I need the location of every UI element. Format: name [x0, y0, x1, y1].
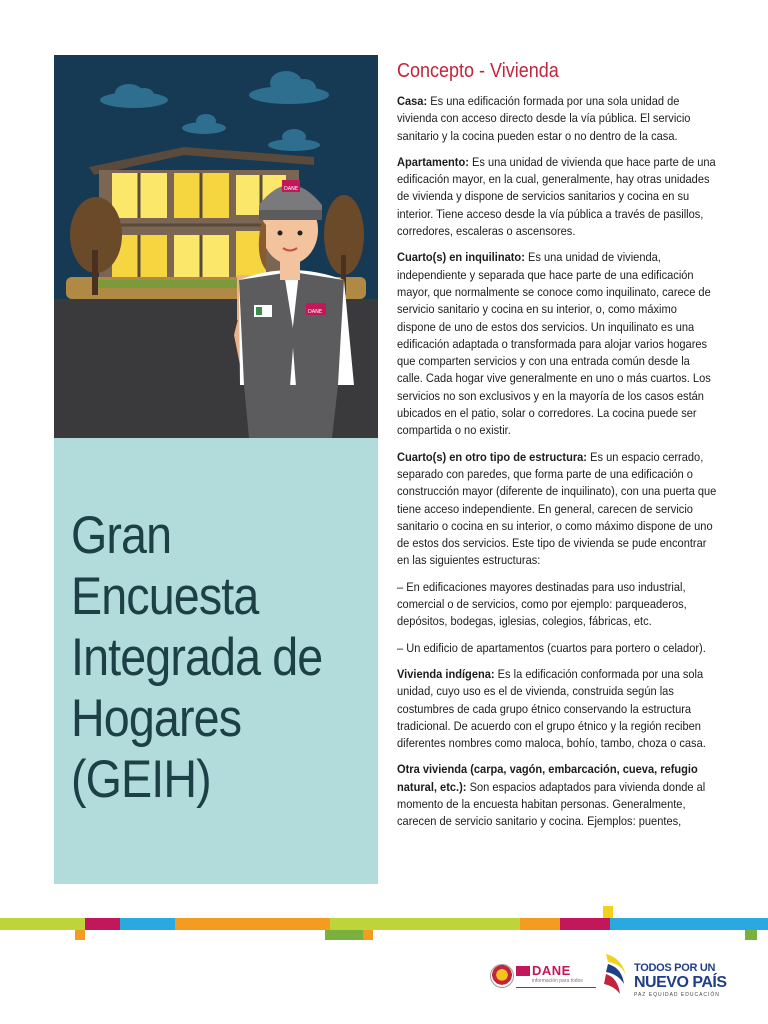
todos-por-un-nuevo-pais-logo: [600, 950, 730, 1005]
definition-text: Es una unidad de vivienda, independiente y separada que hace parte de una edificación mayor, que normalmente se conoce como inquilinato, carece de servicio sanitario y cocina en su interior, o, como máximo dispone de uno de estos dos servicios. Un inquilinato es una edificación adaptada o transformada para alojar varios hogares que comparten servicios y con una entrada común desde la calle. Cada hogar vive generalmente en uno o más cuartos. Los servicios no son exclusivos y en la mayoría de los casos están ubicados en el patio, solar o corredores. La cocina puede ser compartida o no existir.: [397, 250, 711, 438]
definition-cuarto-inquilinato: [397, 249, 717, 439]
cover-title-line-4: Hogares: [71, 689, 242, 748]
cover-illustration: [54, 55, 378, 438]
content-column: [397, 58, 717, 840]
gov-slogan-line-3: PAZ EQUIDAD EDUCACIÓN: [634, 992, 720, 998]
list-item-edificaciones: [397, 579, 717, 631]
cover-title-line-3: Integrada de: [71, 628, 323, 687]
cover-title-line-2: Encuesta: [71, 567, 259, 626]
dane-logo-rule: [516, 987, 596, 988]
definition-term: Otra vivienda (carpa, vagón, embarcación, cueva, refugio natural, etc.):: [397, 762, 698, 794]
section-heading: Concepto - Vivienda: [397, 60, 559, 82]
nuevo-pais-flag-icon: [600, 950, 632, 1002]
cover-title-abbreviation: (GEIH): [71, 750, 211, 809]
list-item-text: – En edificaciones mayores destinadas para uso industrial, comercial o de servicios, como por ejemplo: parqueaderos, depósitos, bodegas, iglesias, colegios, fábricas, etc.: [397, 579, 687, 629]
dane-logo-text: DANE: [532, 963, 571, 978]
svg-text:DANE: DANE: [284, 186, 299, 192]
definition-otra-vivienda: [397, 761, 717, 830]
gov-slogan-line-1: TODOS POR UN: [634, 962, 716, 974]
definition-apartamento: [397, 154, 717, 240]
definition-text: Es una edificación formada por una sola unidad de vivienda con acceso directo desde la vía pública. El servicio sanitario y la cocina pueden estar o no dentro de la casa.: [397, 94, 691, 143]
definition-term: Cuarto(s) en inquilinato:: [397, 250, 525, 265]
list-item-text: – Un edificio de apartamentos (cuartos para portero o celador).: [397, 640, 706, 655]
definition-vivienda-indigena: [397, 666, 717, 752]
color-stripe: [0, 918, 768, 930]
definition-cuarto-otra-estructura: [397, 449, 717, 570]
definition-text: Es la edificación conformada por una sola unidad, cuyo uso es el de vivienda, construida según las costumbres de cada grupo étnico conservando la estructura tradicional. De acuerdo con el grupo étnico y la región reciben diferentes nombres como maloca, bohío, tambo, choza o casa.: [397, 666, 706, 751]
definition-term: Casa:: [397, 94, 428, 108]
svg-text:DANE: DANE: [308, 309, 323, 315]
definition-text: Es un espacio cerrado, separado con paredes, que forma parte de una edificación o construcción mayor (diferente de inquilinato), con una puerta que tiene acceso independiente. En general, carecen de servicio sanitario o cocina en su interior, o como máximo dispone de uno de estos dos servicios. Este tipo de vivienda se pude encontrar en las siguientes estructuras:: [397, 449, 717, 568]
list-item-edificio-apartamentos: [397, 640, 717, 657]
colombia-coat-of-arms-icon: [490, 964, 514, 988]
dane-logo: [516, 963, 596, 987]
cover-title-line-1: Gran: [71, 506, 172, 565]
cover-title: [71, 505, 335, 810]
definition-casa: [397, 93, 717, 145]
definition-term: Cuarto(s) en otro tipo de estructura:: [397, 449, 587, 464]
definition-text: Es una unidad de vivienda que hace parte de una edificación mayor, en la cual, generalmente, hay otras unidades de vivienda y dispone de servicios sanitarios y cocina en su interior. Tiene acceso desde la vía pública a través de pasillos, corredores, escaleras o ascensores.: [397, 154, 716, 239]
definition-term: Apartamento:: [397, 154, 469, 169]
dane-mark-icon: [516, 966, 530, 976]
cover-panel: [54, 55, 378, 884]
dane-logo-subtitle: información para todos: [532, 978, 583, 984]
gov-slogan-line-2: NUEVO PAÍS: [634, 974, 727, 991]
surveyor-house-illustration: [54, 55, 378, 438]
footer-logos: [490, 945, 730, 1005]
definition-term: Vivienda indígena:: [397, 666, 495, 681]
definition-text: Son espacios adaptados para vivienda donde al momento de la encuesta habitan personas. Generalmente, carecen de servicio sanitario y cocina. Ejemplos: puentes,: [397, 779, 706, 829]
